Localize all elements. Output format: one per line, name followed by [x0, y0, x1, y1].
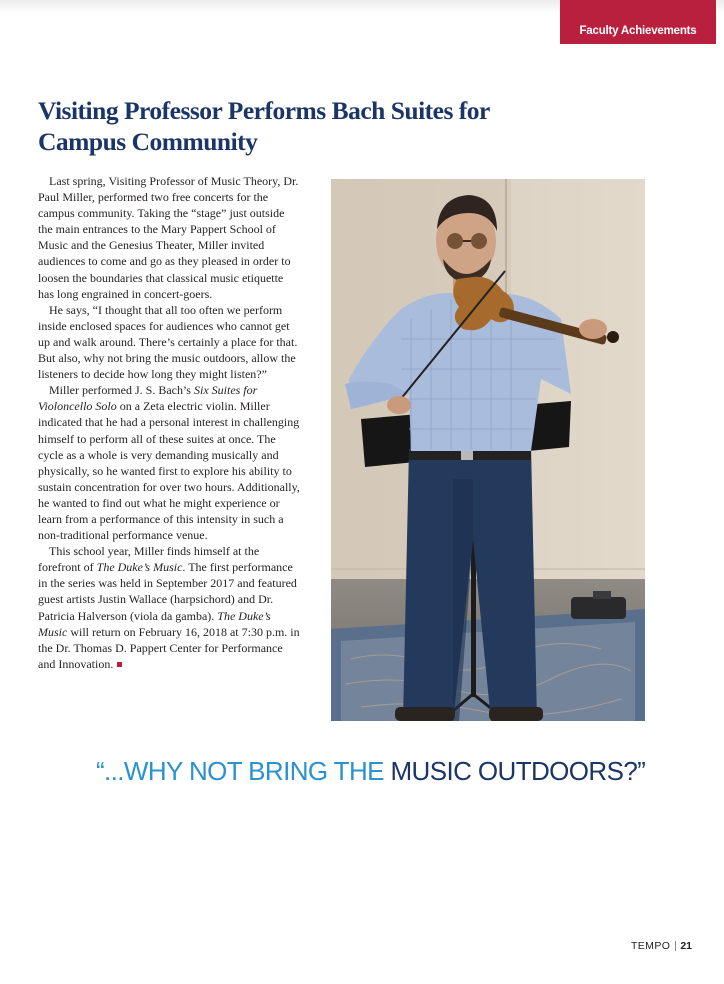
article-body [38, 173, 300, 672]
article-paragraph-3 [38, 382, 300, 543]
page-footer [631, 940, 692, 952]
section-tab-label: Faculty Achievements [579, 25, 697, 37]
page-number: 21 [680, 940, 692, 952]
pull-quote-part-1: “...WHY NOT BRING THE [96, 756, 391, 786]
paragraph-3-text-a: Miller performed J. S. Bach’s [49, 383, 194, 398]
paragraph-4-text-c: will return on February 16, 2018 at 7:30 p.m. in the Dr. Thomas D. Pappert Center for Performance and Innovation. [38, 624, 300, 671]
pull-quote [96, 756, 696, 787]
article-paragraph-2: He says, “I thought that all too often we perform inside enclosed spaces for audiences who cannot get up and walk around. There’s certainly a place for that. But also, why not bring the music outdoors, allow the listeners to decide how long they might listen?” [38, 302, 298, 382]
paragraph-4-text-a: This school year, Miller finds himself at the forefront of [38, 544, 260, 575]
work-title-six-suites: Six Suites for Violoncello Solo [38, 383, 258, 414]
publication-name: TEMPO [630, 940, 671, 952]
pull-quote-part-2: MUSIC OUTDOORS?” [390, 756, 646, 786]
footer-divider [675, 941, 676, 951]
paragraph-3-text-b: on a Zeta electric violin. Miller indicated that he had a personal interest in challenging himself to perform all of these suites at once. The cycle as a whole is very demanding musically and physically, so he wanted first to explore his ability to sustain concentration for over two hours. Additionally, he wanted to find out what he might experience or learn from a performance of this intensity in such a non-traditional performance venue. [38, 399, 300, 543]
article-paragraph-4 [38, 543, 300, 672]
series-title-dukes-music-2: The Duke’s Music [38, 608, 271, 639]
section-tab [560, 0, 716, 44]
series-title-dukes-music: The Duke’s Music [96, 560, 183, 575]
article-paragraph-1: Last spring, Visiting Professor of Music Theory, Dr. Paul Miller, performed two free concerts for the campus community. Taking the “stage” just outside the main entrances to the Mary Pappert School of Music and the Genesius Theater, Miller invited audiences to come and go as they pleased in order to loosen the boundaries that classical music etiquette has long engrained in concert-goers. [38, 174, 299, 301]
article-headline: Visiting Professor Performs Bach Suites for Campus Community [38, 96, 490, 156]
violinist-photo [331, 179, 645, 721]
paragraph-4-text-b: . The first performance in the series was held in September 2017 and featured guest artists Justin Wallace (harpsichord) and Dr. Patricia Halverson (viola da gamba). [38, 560, 297, 623]
end-of-article-mark [117, 662, 122, 667]
